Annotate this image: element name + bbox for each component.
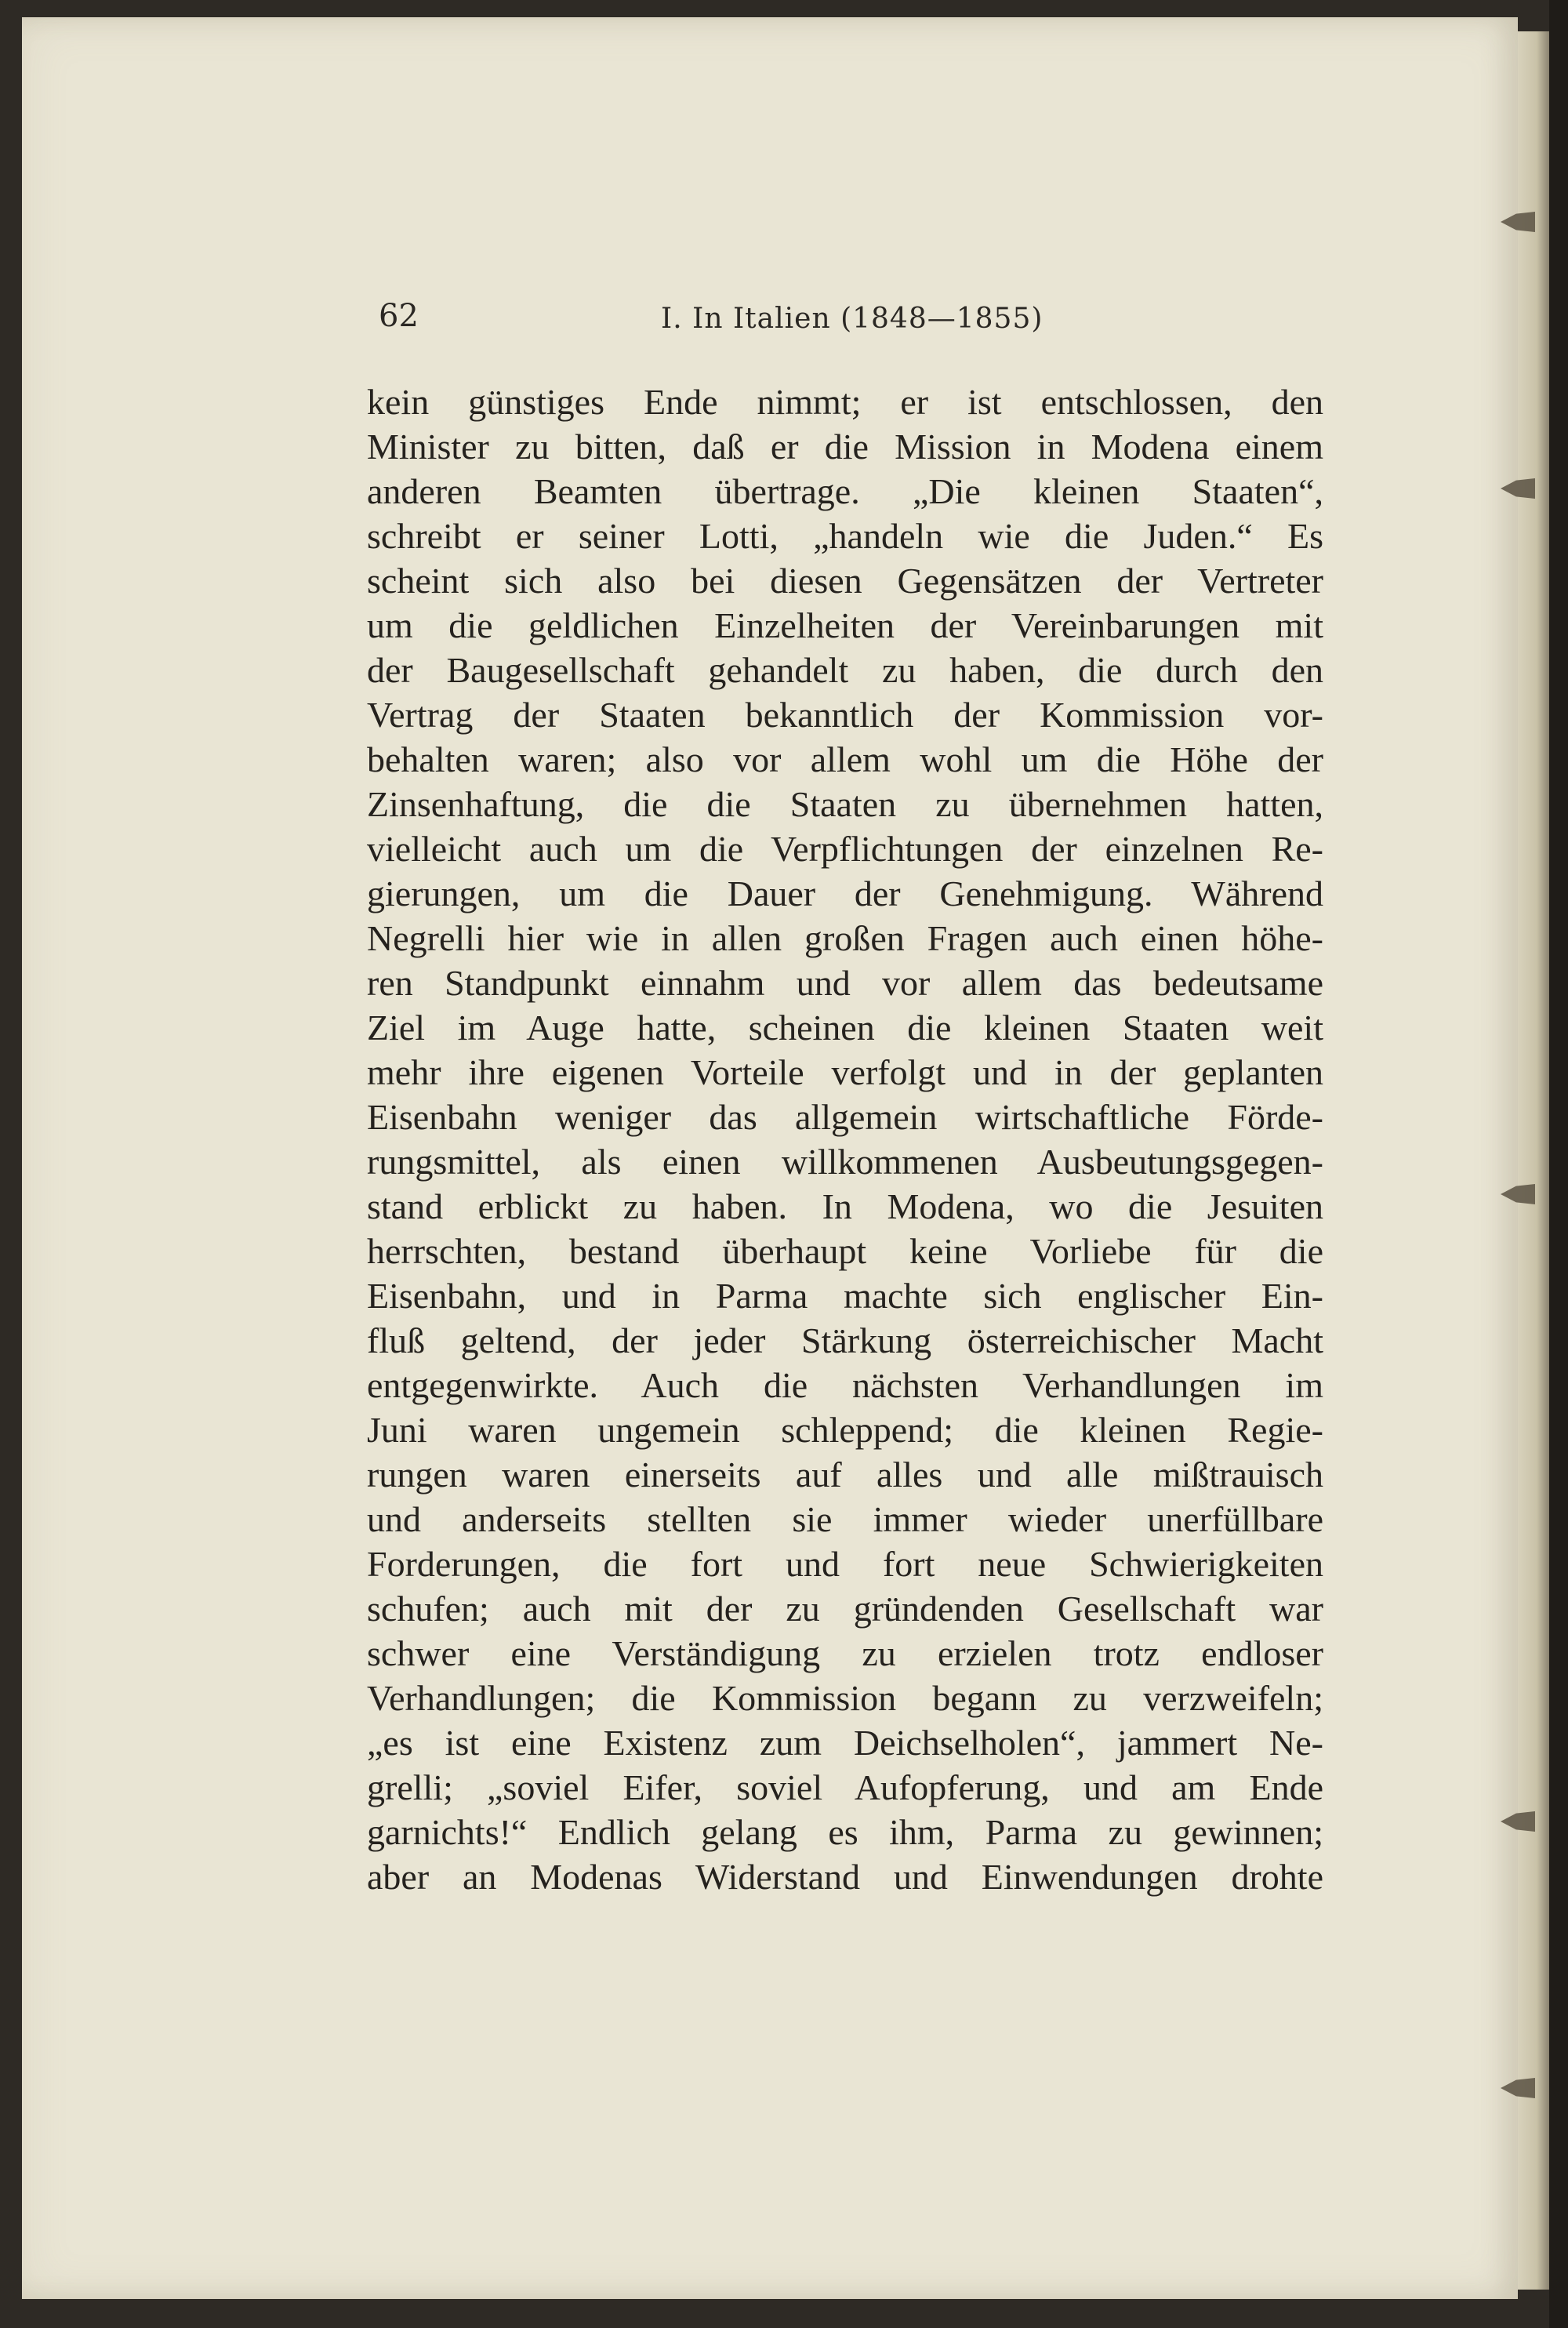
text-line: rungen waren einerseits auf alles und alle mißtrauisch — [367, 1455, 1323, 1494]
text-line: Negrelli hier wie in allen großen Fragen auch einen höhe- — [367, 918, 1323, 958]
text-line: grelli; „soviel Eifer, soviel Aufopferung, und am Ende — [367, 1767, 1323, 1807]
text-line: Forderungen, die fort und fort neue Schwierigkeiten — [367, 1544, 1323, 1584]
paper-page — [22, 17, 1518, 2299]
text-line: mehr ihre eigenen Vorteile verfolgt und in der geplanten — [367, 1052, 1323, 1092]
text-line: und anderseits stellten sie immer wieder unerfüllbare — [367, 1499, 1323, 1539]
text-line: rungsmittel, als einen willkommenen Ausbeutungsgegen- — [367, 1142, 1323, 1182]
text-line: der Baugesellschaft gehandelt zu haben, die durch den — [367, 650, 1323, 690]
text-line: aber an Modenas Widerstand und Einwendungen drohte — [367, 1857, 1323, 1897]
text-line: behalten waren; also vor allem wohl um die Höhe der — [367, 739, 1323, 779]
text-line: schufen; auch mit der zu gründenden Gesellschaft war — [367, 1589, 1323, 1629]
text-line: garnichts!“ Endlich gelang es ihm, Parma zu gewinnen; — [367, 1812, 1323, 1852]
text-line: Ziel im Auge hatte, scheinen die kleinen Staaten weit — [367, 1008, 1323, 1048]
text-line: schwer eine Verständigung zu erzielen trotz endloser — [367, 1633, 1323, 1673]
text-line: vielleicht auch um die Verpflichtungen der einzelnen Re- — [367, 829, 1323, 869]
text-line: herrschten, bestand überhaupt keine Vorliebe für die — [367, 1231, 1323, 1271]
text-line: stand erblickt zu haben. In Modena, wo die Jesuiten — [367, 1186, 1323, 1226]
text-line: Verhandlungen; die Kommission begann zu verzweifeln; — [367, 1678, 1323, 1718]
text-line: scheint sich also bei diesen Gegensätzen der Vertreter — [367, 561, 1323, 601]
text-line: Juni waren ungemein schleppend; die kleinen Regie- — [367, 1410, 1323, 1450]
text-line: Eisenbahn weniger das allgemein wirtschaftliche Förde- — [367, 1097, 1323, 1137]
text-line: ren Standpunkt einnahm und vor allem das bedeutsame — [367, 963, 1323, 1003]
text-line: um die geldlichen Einzelheiten der Vereinbarungen mit — [367, 605, 1323, 645]
text-line: gierungen, um die Dauer der Genehmigung. Während — [367, 873, 1323, 913]
text-line: „es ist eine Existenz zum Deichselholen“, jammert Ne- — [367, 1723, 1323, 1763]
page-number: 62 — [379, 298, 419, 334]
text-line: Zinsenhaftung, die die Staaten zu übernehmen hatten, — [367, 784, 1323, 824]
text-line: schreibt er seiner Lotti, „handeln wie die Juden.“ Es — [367, 516, 1323, 556]
text-line: Eisenbahn, und in Parma machte sich englischer Ein- — [367, 1276, 1323, 1316]
text-line: fluß geltend, der jeder Stärkung österreichischer Macht — [367, 1320, 1323, 1360]
binding-shadow — [1549, 0, 1568, 2328]
page-edge — [1518, 31, 1549, 2290]
text-line: Minister zu bitten, daß er die Mission in Modena einem — [367, 427, 1323, 467]
running-head: I. In Italien (1848—1855) — [661, 303, 1044, 335]
text-line: anderen Beamten übertrage. „Die kleinen Staaten“, — [367, 471, 1323, 511]
text-line: entgegenwirkte. Auch die nächsten Verhandlungen im — [367, 1365, 1323, 1405]
page-header — [379, 298, 1398, 345]
text-line: Vertrag der Staaten bekanntlich der Kommission vor- — [367, 695, 1323, 735]
text-line: kein günstiges Ende nimmt; er ist entschlossen, den — [367, 382, 1323, 422]
body-text — [367, 380, 1323, 1899]
